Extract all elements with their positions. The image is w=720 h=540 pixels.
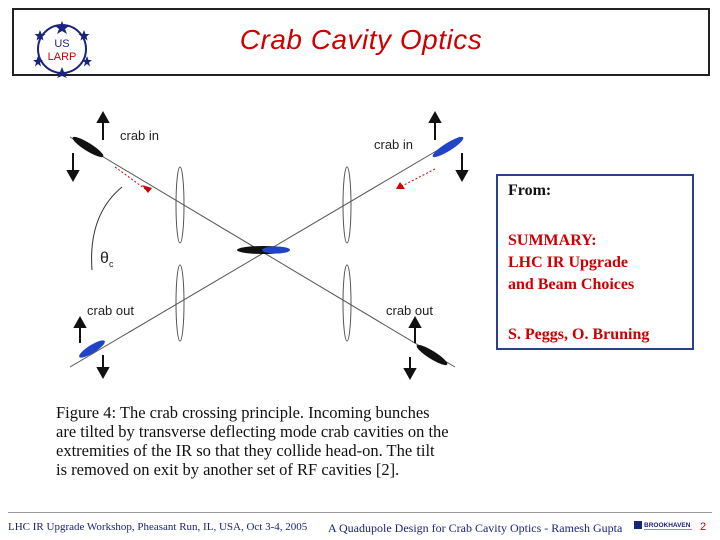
summary-line-3: and Beam Choices [508, 276, 635, 293]
svg-text:US: US [54, 38, 70, 50]
svg-text:BROOKHAVEN: BROOKHAVEN [644, 522, 691, 529]
bunch-top-left [71, 134, 106, 160]
cavity-upper-left [176, 167, 184, 243]
label-crab-out-right: crab out [386, 303, 433, 318]
reference-summary [508, 230, 634, 296]
summary-line-2: LHC IR Upgrade [508, 254, 629, 271]
title-box [12, 8, 710, 76]
crab-crossing-diagram [50, 105, 480, 395]
red-arrowhead-icon [142, 185, 152, 193]
bunch-bottom-right [415, 342, 450, 368]
summary-line-1: SUMMARY: [508, 232, 597, 249]
label-theta-subscript: c [109, 259, 114, 269]
caption-line: is removed on exit by another set of RF cavities [2]. [56, 460, 400, 479]
page-title: Crab Cavity Optics [239, 24, 483, 55]
footer-divider [8, 512, 712, 513]
arrow-down-icon [405, 369, 415, 378]
reference-box [496, 174, 694, 350]
red-arrowhead-icon [396, 182, 405, 189]
caption-line: are tilted by transverse deflecting mode crab cavities on the [56, 422, 449, 441]
arrow-down-icon [457, 171, 467, 180]
footer-event: LHC IR Upgrade Workshop, Pheasant Run, IL, USA, Oct 3-4, 2005 [8, 521, 308, 533]
svg-text:LARP: LARP [47, 51, 77, 63]
reference-heading: From: [508, 182, 552, 199]
label-theta: θ [100, 250, 109, 267]
arrow-up-icon [75, 318, 85, 327]
label-crab-in-right: crab in [374, 137, 414, 152]
brookhaven-logo [634, 519, 692, 531]
page-number: 2 [700, 521, 707, 533]
figure-caption [56, 403, 486, 479]
caption-line: extremities of the IR so that they collide head-on. The tilt [56, 441, 435, 460]
bunch-center-blue [262, 247, 290, 254]
label-crab-in-left: crab in [120, 128, 160, 143]
footer-talk-title: A Quadupole Design for Crab Cavity Optics - Ramesh Gupta [328, 521, 623, 535]
arrow-down-icon [68, 171, 78, 180]
arrow-down-icon [98, 368, 108, 377]
caption-line: Figure 4: The crab crossing principle. Incoming bunches [56, 403, 430, 422]
arrow-up-icon [98, 113, 108, 122]
label-crab-out-left: crab out [87, 303, 134, 318]
arrow-up-icon [410, 318, 420, 327]
arrow-up-icon [430, 113, 440, 122]
cavity-lower-left [176, 265, 184, 341]
reference-authors: S. Peggs, O. Bruning [508, 326, 650, 343]
